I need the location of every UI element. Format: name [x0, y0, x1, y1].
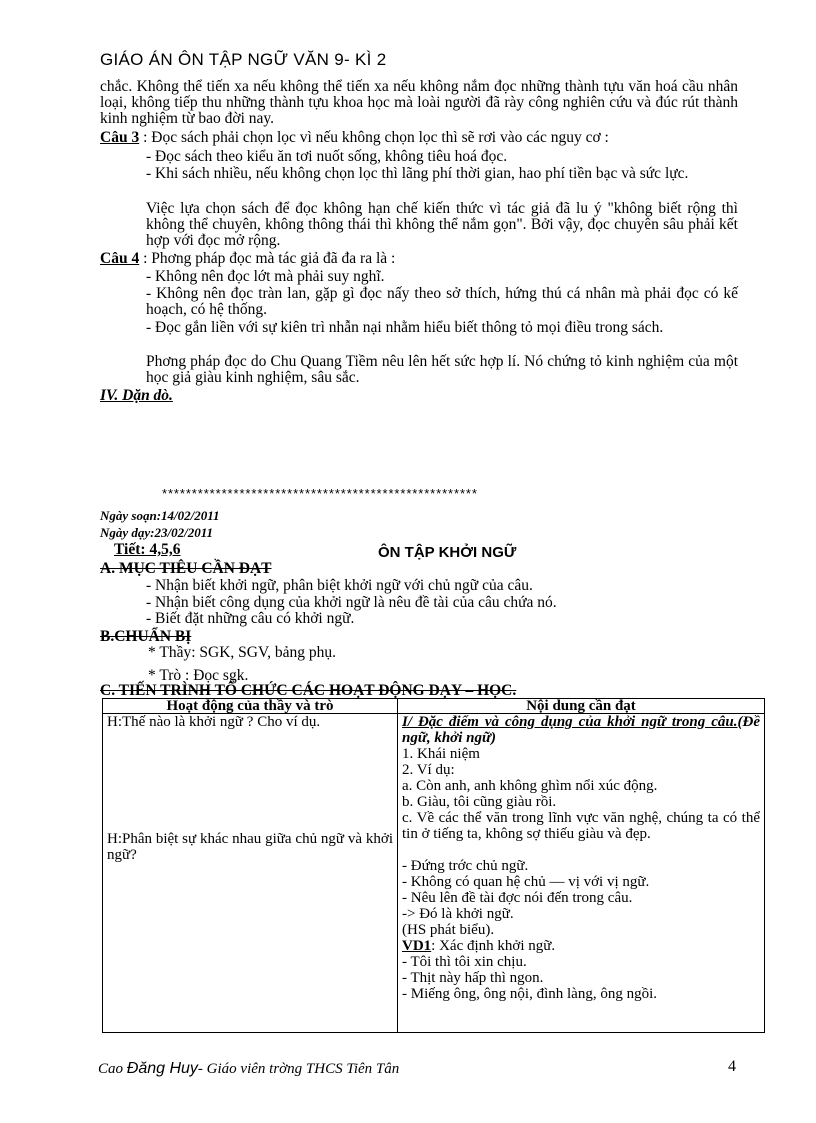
table-row — [103, 714, 765, 1033]
cau4-item-3: - Đọc gắn liền với sự kiên trì nhẫn nại nhằm hiểu biết thông tỏ mọi điều trong sách. — [146, 319, 664, 336]
content-spacer — [402, 842, 760, 858]
content-line: - Nêu lên đề tài đợc nói đến trong câu. — [402, 890, 633, 906]
section-a-heading: A. MỤC TIÊU CẦN ĐẠT — [100, 560, 272, 577]
section-b-item-1: * Thầy: SGK, SGV, bảng phụ. — [148, 644, 337, 661]
content-line: (HS phát biểu). — [402, 922, 495, 938]
page-number: 4 — [728, 1058, 736, 1075]
table-header-row — [103, 699, 765, 714]
vd1-text: : Xác định khởi ngữ. — [431, 938, 556, 954]
content-line: - Không có quan hệ chủ — vị với vị ngữ. — [402, 874, 650, 890]
table-cell-activity — [103, 714, 398, 1033]
activity-table — [102, 698, 765, 1033]
document-header: GIÁO ÁN ÔN TẬP NGỮ VĂN 9- KÌ 2 — [100, 50, 387, 69]
footer-suffix: - Giáo viên trờng THCS Tiên Tân — [197, 1061, 400, 1077]
cau3-item-1: - Đọc sách theo kiểu ăn tơi nuốt sống, không tiêu hoá đọc. — [146, 148, 508, 165]
table-header-content: Nội dung cần đạt — [398, 699, 765, 714]
cau4-paragraph: Phơng pháp đọc do Chu Quang Tiềm nêu lên hết sức hợp lí. Nó chứng tỏ kinh nghiệm của một học giả giàu kinh nghiệm, sâu sắc. — [146, 353, 738, 386]
table-header-activity: Hoạt động của thầy và trò — [103, 699, 398, 714]
footer-prefix: Cao — [98, 1061, 127, 1077]
cau3-label: Câu 3 — [100, 129, 140, 146]
section-a-item-3: - Biết đặt những câu có khởi ngữ. — [146, 610, 355, 627]
content-line: b. Giàu, tôi cũng giàu rồi. — [402, 794, 557, 810]
section-b-heading: B.CHUẨN BỊ — [100, 628, 192, 645]
content-line: - Thịt này hấp thì ngon. — [402, 970, 544, 986]
section-a-item-2: - Nhận biết công dụng của khởi ngữ là nêu đề tài của câu chứa nó. — [146, 594, 557, 611]
cau4-label: Câu 4 — [100, 250, 140, 267]
content-line: 1. Khái niệm — [402, 746, 480, 762]
cau4-text: : Phơng pháp đọc mà tác giả đã đa ra là : — [139, 250, 396, 267]
content-line: a. Còn anh, anh không ghìm nổi xúc động. — [402, 778, 658, 794]
cau4-item-1: - Không nên đọc lớt mà phải suy nghĩ. — [146, 268, 385, 285]
cau3-paragraph: Việc lựa chọn sách để đọc không hạn chế kiến thức vì tác giả đã lu ý "không biết rộng thì không thể chuyên, không thông thái thì không thể nắm gọn". Bởi vậy, đọc chuyên sâu phải kết hợp với đọc mở rộng. — [146, 200, 738, 249]
content-line: - Đứng trớc chủ ngữ. — [402, 858, 529, 874]
intro-paragraph: chắc. Không thể tiến xa nếu không thể tiến xa nếu không nắm đọc những thành tựu văn hoá cầu nhân loại, không tiếp thu những thành tựu khoa học mà loài người đã rày công nghiên cứu và đúc rút thành kinh nghiệm từ bao đời nay. — [100, 78, 738, 127]
star-separator: ***************************************************** — [162, 486, 478, 501]
cau3-item-2: - Khi sách nhiều, nếu không chọn lọc thì lãng phí thời gian, hao phí tiền bạc và sức lực. — [146, 165, 689, 182]
cau4-line — [100, 251, 395, 267]
content-line: 2. Ví dụ: — [402, 762, 455, 778]
tiet-label: Tiết: 4,5,6 — [114, 541, 181, 558]
date-soan: Ngày soạn:14/02/2011 — [100, 508, 220, 523]
question-2: H:Phân biệt sự khác nhau giữa chủ ngữ và khởi ngữ? — [107, 831, 393, 863]
cau4-item-2: - Không nên đọc tràn lan, gặp gì đọc nấy theo sở thích, hứng thú cá nhân mà phải đọc có kế hoạch, có hệ thống. — [146, 285, 738, 318]
section-b-item-2: * Trò : Đọc sgk. — [148, 667, 249, 684]
content-line: - Miếng ông, ông nội, đình làng, ông ngồi. — [402, 986, 657, 1002]
vd1-line — [402, 938, 760, 954]
content-heading-line — [402, 714, 760, 746]
cau3-line — [100, 130, 609, 146]
question-1: H:Thế nào là khởi ngữ ? Cho ví dụ. — [107, 714, 321, 730]
section-a-item-1: - Nhận biết khởi ngữ, phân biệt khởi ngữ với chủ ngữ của câu. — [146, 577, 533, 594]
footer-author-name: Đăng Huy — [126, 1060, 198, 1077]
content-line: c. Về các thể văn trong lĩnh vực văn nghệ, chúng ta có thể tin ở tiếng ta, không sợ thiếu giàu và đẹp. — [402, 810, 760, 842]
table-cell-content — [398, 714, 765, 1033]
content-line: -> Đó là khởi ngữ. — [402, 906, 514, 922]
section-iv-heading: IV. Dặn dò. — [100, 387, 173, 404]
content-heading: I/ Đặc điểm và công dụng của khởi ngữ trong câu. — [402, 714, 738, 730]
content-line: - Tôi thì tôi xin chịu. — [402, 954, 527, 970]
cau3-text: : Đọc sách phải chọn lọc vì nếu không chọn lọc thì sẽ rơi vào các nguy cơ : — [139, 129, 609, 146]
vd1-label: VD1 — [402, 938, 432, 954]
footer — [98, 1060, 399, 1078]
content-heading-suffix: (Đề ngữ, khởi ngữ) — [402, 714, 760, 746]
date-day: Ngày dạy:23/02/2011 — [100, 525, 214, 540]
lesson-title: ÔN TẬP KHỞI NGỮ — [378, 544, 517, 561]
section-c-heading: C. TIẾN TRÌNH TỔ CHỨC CÁC HOẠT ĐỘNG DẠY – HỌC. — [100, 682, 517, 699]
